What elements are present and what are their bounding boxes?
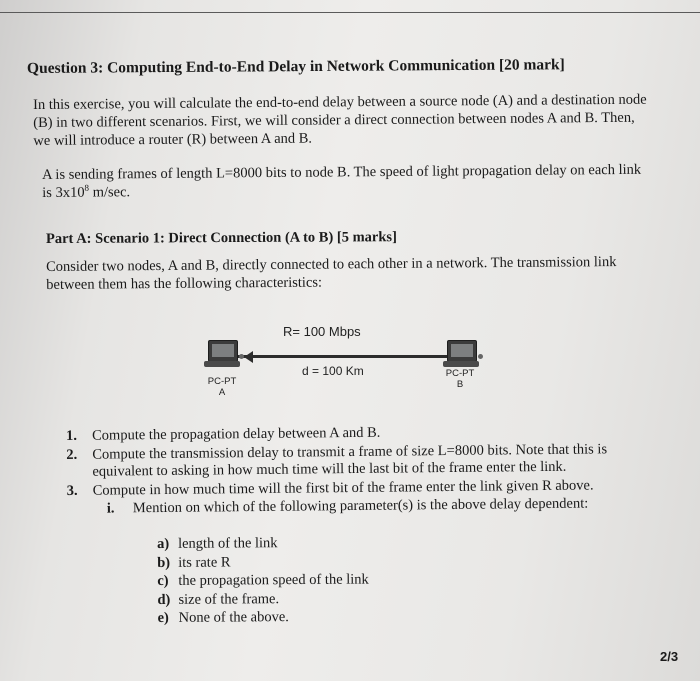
option-letter: d) [157, 591, 171, 608]
option-item [157, 571, 369, 591]
sub-question-number: i. [106, 500, 115, 517]
question-number: 3. [66, 482, 78, 499]
question-item [67, 477, 667, 518]
option-letter: b) [157, 554, 171, 571]
question-number: 2. [66, 446, 78, 463]
question-list [66, 422, 667, 520]
pc-a-icon [204, 340, 246, 372]
setup-paragraph [42, 161, 652, 202]
question-number: 1. [66, 427, 78, 444]
page-number: 2/3 [660, 649, 679, 664]
node-a-name: A [218, 387, 226, 398]
question-item [66, 441, 666, 481]
sub-question [93, 495, 667, 518]
node-a-type: PC-PT [207, 376, 237, 387]
part-a-paragraph: Consider two nodes, A and B, directly connected to each other in a network. The transmission link between them has the following characteristics: [46, 254, 617, 293]
option-text: length of the link [178, 535, 278, 552]
rate-label: R= 100 Mbps [283, 324, 361, 339]
option-item [157, 552, 369, 572]
node-b-type: PC-PT [445, 368, 475, 379]
setup-exponent: 8 [84, 182, 90, 193]
distance-label: d = 100 Km [302, 364, 364, 378]
top-rule [0, 12, 700, 13]
question-text: Compute the propagation delay between A and B. [91, 424, 381, 444]
option-item [158, 608, 370, 628]
question-text: Compute the transmission delay to transmit a frame of size L=8000 bits. Note that this is equivalent to asking in how much time will the last bit of the frame enter the link. [92, 441, 608, 480]
link-line [238, 355, 468, 358]
question-heading: Question 3: Computing End-to-End Delay in Network Communication [20 mark] [26, 56, 565, 77]
node-b-label [438, 368, 482, 390]
option-letter: e) [157, 609, 169, 626]
option-text: size of the frame. [178, 590, 280, 608]
option-text: its rate R [178, 553, 231, 571]
option-item [157, 589, 369, 609]
intro-paragraph: In this exercise, you will calculate the end-to-end delay between a source node (A) and a destination node (B) in two different scenarios. First, we will consider a direct connection between nodes A and B. Then, we will introduce a router (R) between A and B. [33, 91, 647, 149]
option-letter: c) [157, 572, 169, 589]
setup-text: A is sending frames of length L=8000 bits to node B. The speed of light propagation delay on each link is 3x10 [42, 161, 642, 201]
option-list [157, 534, 369, 628]
option-item [157, 534, 369, 554]
question-text: Compute in how much time will the first bit of the frame enter the link given R above. [92, 477, 594, 499]
option-letter: a) [157, 535, 170, 552]
option-text: None of the above. [178, 609, 289, 626]
option-text: the propagation speed of the link [178, 571, 369, 589]
node-a-label [200, 376, 244, 398]
setup-suffix: m/sec. [88, 184, 131, 201]
node-b-name: B [456, 379, 464, 390]
part-a-title: Part A: Scenario 1: Direct Connection (A to B) [5 marks] [45, 229, 397, 247]
sub-question-text: Mention on which of the following parameter(s) is the above delay dependent: [132, 495, 589, 517]
network-diagram [178, 320, 523, 410]
